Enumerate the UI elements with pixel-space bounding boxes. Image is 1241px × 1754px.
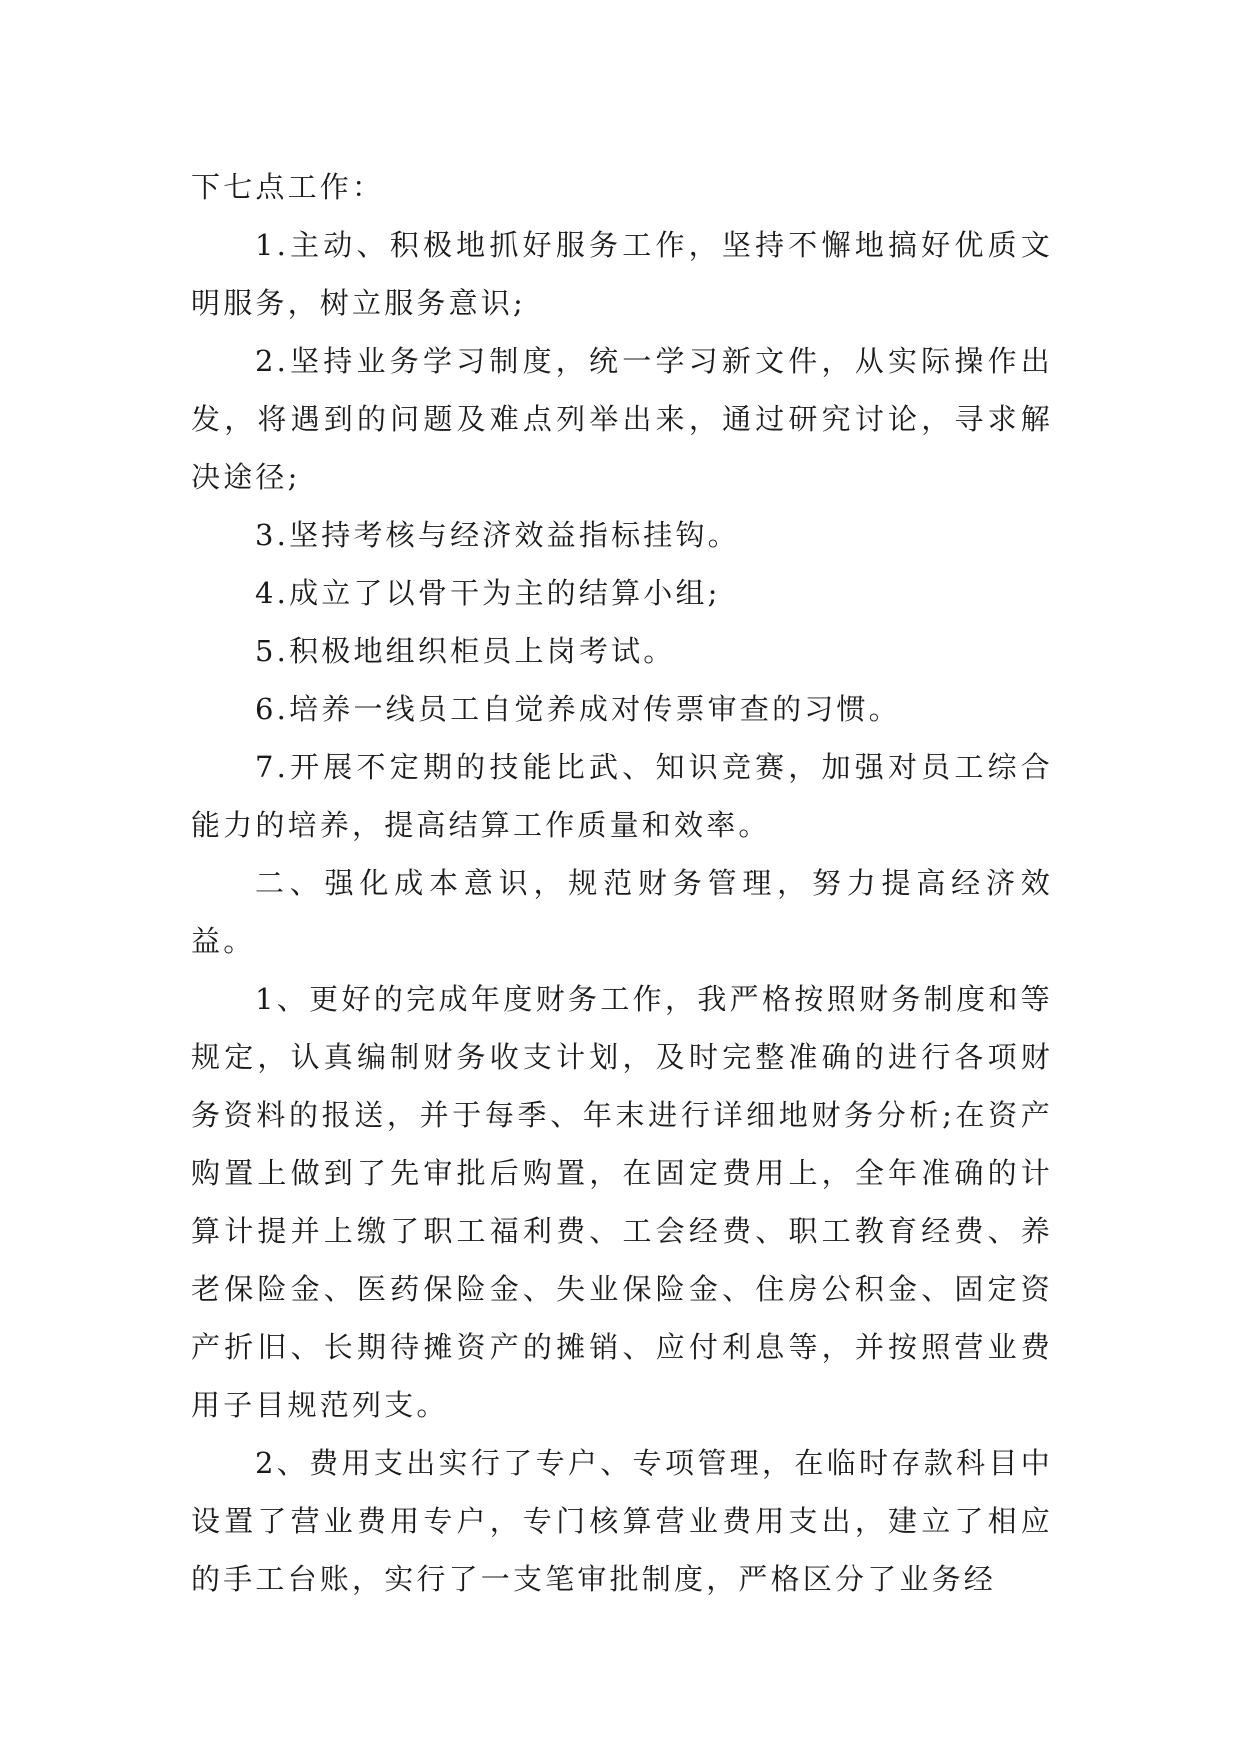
document-body <box>191 158 1053 1608</box>
paragraph-item-4: 4.成立了以骨干为主的结算小组; <box>255 576 721 610</box>
paragraph-finance-2: 2、费用支出实行了专户、专项管理，在临时存款科目中设置了营业费用专户，专门核算营业费用支出，建立了相应的手工台账，实行了一支笔审批制度，严格区分了业务经 <box>191 1446 1053 1596</box>
paragraph-item-1: 1.主动、积极地抓好服务工作，坚持不懈地搞好优质文明服务，树立服务意识; <box>191 228 1053 320</box>
paragraph-item-6: 6.培养一线员工自觉养成对传票审查的习惯。 <box>255 692 901 726</box>
paragraph-intro: 下七点工作： <box>191 170 385 204</box>
paragraph-item-7: 7.开展不定期的技能比武、知识竞赛，加强对员工综合能力的培养，提高结算工作质量和效率。 <box>191 750 1053 842</box>
paragraph-item-5: 5.积极地组织柜员上岗考试。 <box>255 634 676 668</box>
paragraph-item-3: 3.坚持考核与经济效益指标挂钩。 <box>255 518 740 552</box>
paragraph-finance-1: 1、更好的完成年度财务工作，我严格按照财务制度和等规定，认真编制财务收支计划，及时完整准确的进行各项财务资料的报送，并于每季、年末进行详细地财务分析;在资产购置上做到了先审批后购置，在固定费用上，全年准确的计算计提并上缴了职工福利费、工会经费、职工教育经费、养老保险金、医药保险金、失业保险金、住房公积金、固定资产折旧、长期待摊资产的摊销、应付利息等，并按照营业费用子目规范列支。 <box>191 982 1053 1422</box>
paragraph-item-2: 2.坚持业务学习制度，统一学习新文件，从实际操作出发，将遇到的问题及难点列举出来，通过研究讨论，寻求解决途径; <box>191 344 1053 494</box>
section-heading-two: 二、强化成本意识，规范财务管理，努力提高经济效益。 <box>191 866 1053 958</box>
